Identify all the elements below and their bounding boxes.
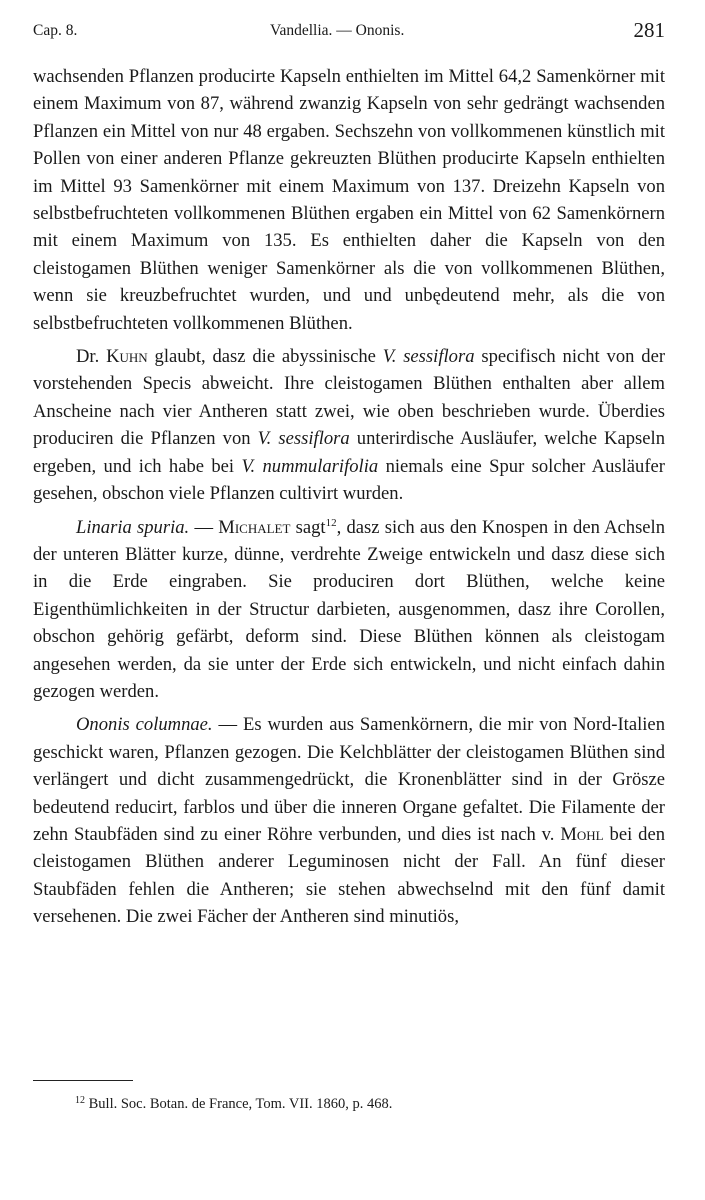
text-run: —: [189, 516, 219, 538]
author-name: Michalet: [218, 516, 291, 538]
author-name: Kuhn: [106, 346, 148, 368]
footnote: [75, 1096, 392, 1113]
footnote-number: 12: [75, 1095, 85, 1106]
text-run: bei den cleistogamen Blüthen anderer Leguminosen nicht der Fall. An fünf dieser Staubfäden fehlen die Antheren; sie stehen abwechselnd mit den fünf damit versehenen. Die zwei Fächer der Antheren sind minutiös,: [33, 823, 665, 928]
text-run: specifisch nicht von der vorstehenden Specis abweicht. Ihre cleistogamen Blüthen enthalten aber allem Anscheine nach vier Antheren statt zwei, wie oben beschrieben wurde. Überdies produciren die Pflanzen von: [33, 346, 666, 450]
paragraph: [33, 343, 665, 507]
text-run: Dr.: [76, 346, 107, 368]
text-run: , dasz sich aus den Knospen in den Achseln der unteren Blätter kurze, dünne, verdrehte Zweige entwickeln und dasz diese sich in die Erde eingraben. Sie produciren dort Blüthen, welche keine Eigenthümlichkeiten in der Structur darbieten, ausgenommen, dasz ihre Corollen, obschon gehörig gefärbt, deform sind. Diese Blüthen können als cleistogam angesehen werden, da sie unter der Erde sich entwickeln, und nicht einfach dahin gezogen werden.: [33, 516, 666, 702]
text-run: unterirdische Ausläufer, welche Kapseln ergeben, und ich habe bei: [33, 428, 665, 477]
paragraph: [33, 63, 665, 337]
italic-term: V. sessiflora: [257, 428, 350, 450]
footnote-text: Bull. Soc. Botan. de France, Tom. VII. 1860, p. 468.: [88, 1096, 393, 1112]
footnote-ref: 12: [325, 516, 337, 529]
italic-term: V. nummularifolia: [241, 455, 379, 477]
text-run: glaubt, dasz die abyssinische: [147, 346, 383, 368]
text-run: sagt: [290, 516, 326, 538]
page-number: 281: [633, 18, 665, 42]
author-name: Mohl: [560, 823, 604, 845]
text-run: — Es wurden aus Samenkörnern, die mir von Nord-Italien geschickt waren, Pflanzen gezogen. Die Kelchblätter der cleistogamen Blüthen sind verlängert und dicht zusammengedrückt, die Kronenblätter sind in der Grösze bedeutend reducirt, farblos und über die inneren Organe gefaltet. Die Filamente der zehn Staubfäden sind zu einer Röhre verbunden, und dies ist nach v.: [33, 714, 665, 845]
text-run: niemals eine Spur solcher Ausläufer gesehen, obschon viele Pflanzen cultivirt wurden.: [33, 455, 665, 505]
page-header: [33, 18, 665, 48]
paragraph: [33, 711, 665, 930]
italic-term: V. sessiflora: [382, 346, 475, 368]
running-title: Vandellia. — Ononis.: [270, 22, 405, 39]
footnote-rule: [33, 1080, 133, 1081]
italic-term: Ononis columnae.: [76, 714, 213, 736]
body-text: [33, 63, 665, 937]
text-run: wachsenden Pflanzen producirte Kapseln enthielten im Mittel 64,2 Samenkörner mit einem Maximum von 87, während zwanzig Kapseln von sehr gedrängt wachsenden Pflanzen ein Mittel von nur 48 ergaben. Sechszehn von vollkommenen künstlich mit Pollen von einer anderen Pflanze gekreuzten Blüthen producirte Kapseln enthielten im Mittel 93 Samenkörner mit einem Maximum von 137. Dreizehn Kapseln von selbstbefruchteten vollkommenen Blüthen ergaben ein Mittel von 62 Samenkörnern mit einem Maximum von 135. Es enthielten daher die Kapseln von den cleistogamen Blüthen weniger Samenkörner als die von vollkommenen Blüthen, wenn sie kreuzbefruchtet wurden, und und unbędeutend mehr, als die von selbstbefruchteten vollkommenen Blüthen.: [33, 66, 665, 334]
italic-term: Linaria spuria.: [76, 516, 190, 538]
chapter-label: Cap. 8.: [33, 22, 78, 39]
paragraph: [33, 514, 665, 706]
